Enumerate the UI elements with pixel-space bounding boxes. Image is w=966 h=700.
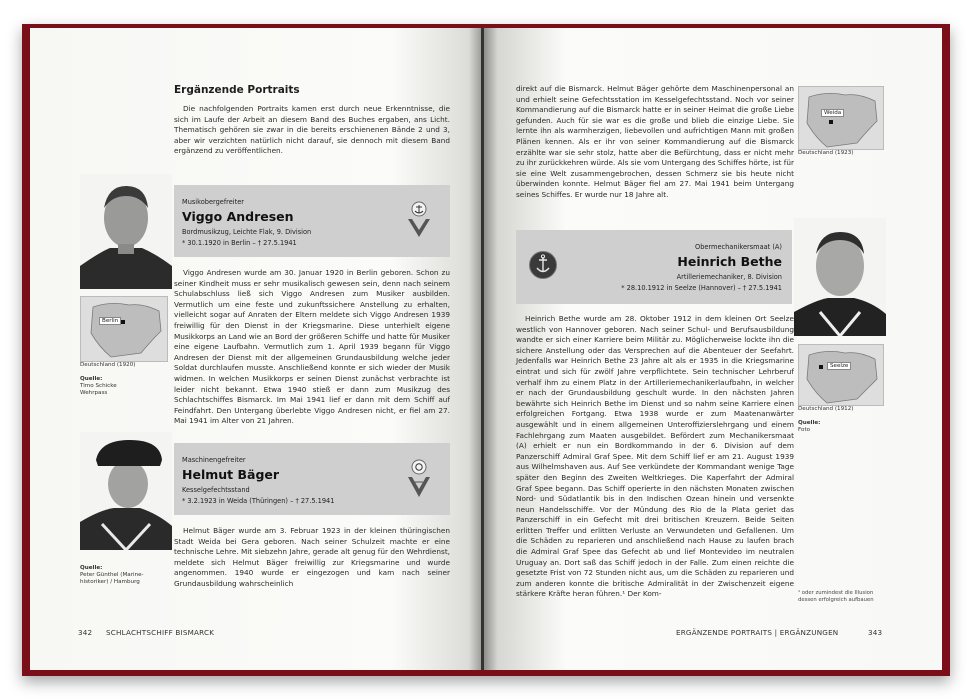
section-heading: Ergänzende Portraits bbox=[174, 84, 300, 96]
portrait-photo-andresen bbox=[80, 174, 172, 289]
unit-label: Kesselgefechtsstand bbox=[182, 486, 250, 494]
footnote: ¹ oder zumindest die Illusion dessen erfolgreich aufbauen bbox=[798, 590, 874, 603]
map-bethe bbox=[798, 344, 884, 406]
portrait-band-andresen bbox=[174, 185, 450, 257]
map-label: Seelze bbox=[827, 362, 851, 370]
source-title: Quelle: bbox=[798, 420, 821, 426]
portrait-photo-bethe bbox=[794, 218, 886, 336]
map-caption: Deutschland (1912) bbox=[798, 406, 854, 412]
bio-baeger: Helmut Bäger wurde am 3. Februar 1923 in der kleinen thüringischen Stadt Weida bei Gera geboren. Nach seiner Schulzeit machte er eine technische Lehre. Mit siebzehn Jahre, gerade alt genug für den Wehrdienst, meldete sich Helmut Bäger freiwillig zur Kriegsmarine und wurde angenommen. 1940 wurde er eingezogen und kam nach seiner Grundausbildung wahrscheinlich bbox=[174, 526, 450, 588]
rank-insignia-icon bbox=[406, 457, 432, 503]
portrait-band-bethe bbox=[516, 230, 792, 304]
left-page bbox=[30, 28, 482, 670]
map-label: Weida bbox=[821, 109, 844, 117]
map-marker bbox=[819, 365, 823, 369]
right-page bbox=[484, 28, 942, 670]
map-label: Berlin bbox=[99, 317, 121, 325]
map-caption: Deutschland (1920) bbox=[80, 362, 136, 368]
rank-label: Obermechanikersmaat (A) bbox=[695, 243, 782, 251]
source-block-baeger bbox=[80, 565, 144, 586]
bio-bethe: Heinrich Bethe wurde am 28. Oktober 1912 in dem kleinen Ort Seelze westlich von Hannover geboren. Nach seiner Schul- und Berufsausbildung wandte er sich einer Karriere beim Militär zu. Möglicherweise lockte ihn die sichere Anstellung oder das Versprechen auf die Abenteuer der Seefahrt. Jedenfalls war Heinrich Bethe 23 Jahre alt als er 1935 in die Kriegsmarine eintrat und sich für zwölf Jahre verpflichtete. Sein technischer Lehrberuf verhalf ihm zu einem Platz in der Artilleriemechanikerlaufbahn, in welcher er nach der Grundausbildung geschult wurde. In den nächsten Jahren bewährte sich Heinrich Bethe im Dienst und so nahm seine Karriere einen erfolgreichen Fortgang. Etwa 1938 wurde er zum Maatenanwärter ausgewählt und in einem allgemeinen Unteroffizierslehrgang und einem Fachlehrgang zum Maaten ausgebildet. Befördert zum Mechanikersmaat (A) erhielt er nun ein Bordkommando in der 6. Division auf dem Panzerschiff Admiral Graf Spee. Mit dem Schiff lief er am 21. August 1939 aus Wilhelmshaven aus. Auf See verkündete der Kommandant wenige Tage später den Beginn des Zweiten Weltkrieges. Die Kaperfahrt der Admiral Graf Spee begann. Das Schiff operierte in den nächsten Monaten zwischen Nord- und Südatlantik bis in den Indischen Ozean hinein und versenkte neun Handelsschiffe. Vor der Mündung des Rio de la Plata geriet das Panzerschiff in ein Gefecht mit drei britischen Kreuzern. Beide Seiten erlitten Treffer und erlitten Verluste an Verwundeten und Gefallenen. Um die Schäden zu reparieren und anschließend nach Hause zu laufen brach die Admiral Graf Spee das Gefecht ab und lief Montevideo im neutralen Uruguay an. Dort saß das Schiff jedoch in der Falle. Zum einen reichte die gesetzte Frist von 72 Stunden nicht aus, um die Schäden zu reparieren und zum anderen konnte die britische Admiralität in der Zwischenzeit eigene stärkere Kräfte heran führen.¹ Der Kom- bbox=[516, 314, 794, 599]
rank-insignia-icon bbox=[406, 199, 432, 243]
person-name: Heinrich Bethe bbox=[677, 254, 782, 269]
intro-paragraph: Die nachfolgenden Portraits kamen erst durch neue Erkenntnisse, die sich im Laufe der Arbeit an diesem Band des Buches ergaben, ans Licht. Thematisch gehören sie zwar in die bereits erschienenen Bände 2 und 3, aber wir verzichten natürlich nicht darauf, sie dennoch mit diesem Band ergänzend zu veröffentlichen. bbox=[174, 104, 450, 156]
portrait-photo-baeger bbox=[80, 432, 172, 550]
person-name: Helmut Bäger bbox=[182, 467, 280, 482]
rank-label: Maschinengefreiter bbox=[182, 456, 246, 464]
running-title-right: ERGÄNZENDE PORTRAITS | ERGÄNZUNGEN bbox=[676, 628, 839, 637]
source-line: Wehrpass bbox=[80, 390, 108, 396]
map-marker bbox=[121, 320, 125, 324]
rank-label: Musikobergefreiter bbox=[182, 198, 244, 206]
map-caption: Deutschland (1923) bbox=[798, 150, 854, 156]
source-line: Timo Schicke bbox=[80, 383, 117, 389]
bio-andresen: Viggo Andresen wurde am 30. Januar 1920 in Berlin geboren. Schon zu seiner Kindheit muss er sehr musikalisch gewesen sein, denn nach seinem Schulabschluss ließ sich Viggo Andresen zum Musiker ausbilden. Vermutlich um eine feste und zukunftssichere Anstellung zu erhalten, vielleicht sogar auf Anraten der Eltern meldete sich Viggo Andresen 1939 freiwillig für den Dienst in der Kriegsmarine. Diese unterhielt eigene Musikkorps an Land wie an Bord der größeren Schiffe und hatte für Musiker eine eigene Laufbahn. Vermutlich zum 1. April 1939 begann für Viggo Andresen der Dienst mit der allgemeinen Grundausbildung welche jeder Soldat durchlaufen musste. Anschließend konnte er sich wieder der Musik widmen. In welchen Musikkorps er seinen Dienst zunächst verbrachte ist leider nicht bekannt. Etwa 1940 stieß er dann zum Musikzug des Schlachtschiffes Bismarck. Im Mai 1941 lief er dann mit dem Schiff auf Feindfahrt. Den Untergang überlebte Viggo Andresen nicht, er fiel am 27. Mai 1941 im Alter von 21 Jahren. bbox=[174, 268, 450, 426]
map-baeger bbox=[798, 86, 884, 150]
source-line: Peter Günthel (Marine- bbox=[80, 572, 144, 578]
portrait-band-baeger bbox=[174, 443, 450, 515]
page-number-left: 342 bbox=[78, 628, 93, 637]
source-block-andresen bbox=[80, 376, 117, 397]
source-line: historiker) / Hamburg bbox=[80, 579, 140, 585]
life-dates: * 3.2.1923 in Weida (Thüringen) – † 27.5.1941 bbox=[182, 497, 335, 505]
unit-label: Bordmusikzug, Leichte Flak, 9. Division bbox=[182, 228, 312, 236]
source-title: Quelle: bbox=[80, 565, 103, 571]
person-name: Viggo Andresen bbox=[182, 209, 294, 224]
map-marker bbox=[829, 120, 833, 124]
life-dates: * 28.10.1912 in Seelze (Hannover) – † 27.5.1941 bbox=[621, 284, 782, 292]
source-title: Quelle: bbox=[80, 376, 103, 382]
life-dates: * 30.1.1920 in Berlin – † 27.5.1941 bbox=[182, 239, 297, 247]
map-andresen bbox=[80, 296, 168, 362]
career-insignia-icon bbox=[528, 250, 558, 284]
page-number-right: 343 bbox=[868, 628, 883, 637]
continued-text-baeger: direkt auf die Bismarck. Helmut Bäger gehörte dem Maschinenpersonal an und erhielt seine Gefechtsstation im Kesselgefechtsstand. Noch vor seiner Kommandierung auf die Bismarck hatte er in seiner Heimat die große Liebe gefunden. Auch für sie war es die große und blieb die einzige Liebe. Sie lernte ihn als warmherzigen, liebevollen und aufrichtigen Mann mit großen Plänen kennen. Als er ihr von seiner Kommandierung auf die Bismarck erzählte war sie sehr stolz, hatte aber die Befürchtung, dass er nicht mehr zu ihr zurückkehren würde. Als sie vom Untergang des Schiffes hörte, ist für sie eine Welt zusammengebrochen, dessen Schmerz sie bis heute nicht überwinden konnte. Helmut Bäger fiel am 27. Mai 1941 beim Untergang seines Schiffes. Er wurde nur 18 Jahre alt. bbox=[516, 84, 794, 199]
unit-label: Artilleriemechaniker, 8. Division bbox=[676, 273, 782, 281]
source-line: Foto bbox=[798, 427, 811, 433]
running-title-left: SCHLACHTSCHIFF BISMARCK bbox=[106, 628, 215, 637]
source-block-bethe bbox=[798, 420, 820, 434]
